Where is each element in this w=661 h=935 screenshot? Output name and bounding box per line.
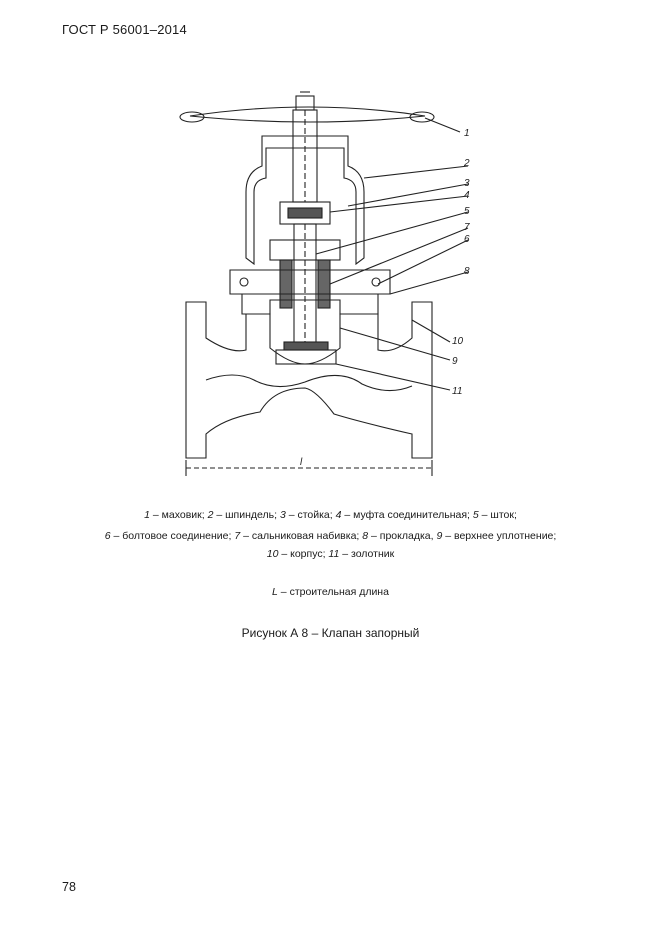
legend-text-6: – болтовое соединение; xyxy=(110,530,232,542)
legend-line-1 xyxy=(60,509,601,521)
callout-3: 3 xyxy=(464,178,470,189)
legend-text-11: – золотник xyxy=(339,548,395,560)
length-text: – строительная длина xyxy=(277,586,389,598)
callout-4: 4 xyxy=(464,190,470,201)
legend-num-6: 6 xyxy=(104,530,111,542)
dimension-label: l xyxy=(300,457,303,468)
legend-text-5: – шток; xyxy=(478,509,517,521)
callout-9: 9 xyxy=(452,356,458,367)
legend-num-5: 5 xyxy=(472,509,479,521)
legend-text-10: – корпус; xyxy=(278,548,326,560)
legend-num-10: 10 xyxy=(266,548,279,560)
legend-text-1: – маховик; xyxy=(149,509,205,521)
document-header: ГОСТ Р 56001–2014 xyxy=(62,22,187,37)
legend-num-2: 2 xyxy=(207,509,214,521)
callout-10: 10 xyxy=(452,336,464,347)
legend-line-2 xyxy=(60,530,601,542)
callout-5: 5 xyxy=(464,206,470,217)
legend-length-line xyxy=(60,586,601,598)
bonnet xyxy=(230,270,390,294)
legend-num-7: 7 xyxy=(234,530,241,542)
valve-drawing xyxy=(150,88,470,478)
legend-num-8: 8 xyxy=(362,530,369,542)
gland-packing xyxy=(280,260,292,308)
length-symbol: L xyxy=(272,586,278,598)
legend-num-4: 4 xyxy=(335,509,342,521)
legend-num-1: 1 xyxy=(144,509,150,521)
legend-num-9: 9 xyxy=(436,530,443,542)
callout-11: 11 xyxy=(452,386,463,397)
callout-6: 6 xyxy=(464,234,470,245)
legend-line-3 xyxy=(60,548,601,560)
legend-text-8: – прокладка, xyxy=(368,530,434,542)
callout-1: 1 xyxy=(464,128,470,139)
legend-num-11: 11 xyxy=(328,548,340,560)
legend-text-9: – верхнее уплотнение; xyxy=(442,530,557,542)
legend-text-3: – стойка; xyxy=(285,509,333,521)
callout-8: 8 xyxy=(464,266,470,277)
page-number: 78 xyxy=(62,880,76,894)
legend-text-4: – муфта соединительная; xyxy=(341,509,470,521)
legend-text-7: – сальниковая набивка; xyxy=(240,530,360,542)
callout-7: 7 xyxy=(464,222,470,233)
handwheel xyxy=(190,107,425,122)
figure-caption: Рисунок А 8 – Клапан запорный xyxy=(241,626,420,640)
legend-num-3: 3 xyxy=(279,509,286,521)
callout-2: 2 xyxy=(464,158,470,169)
legend-text-2: – шпиндель; xyxy=(213,509,278,521)
